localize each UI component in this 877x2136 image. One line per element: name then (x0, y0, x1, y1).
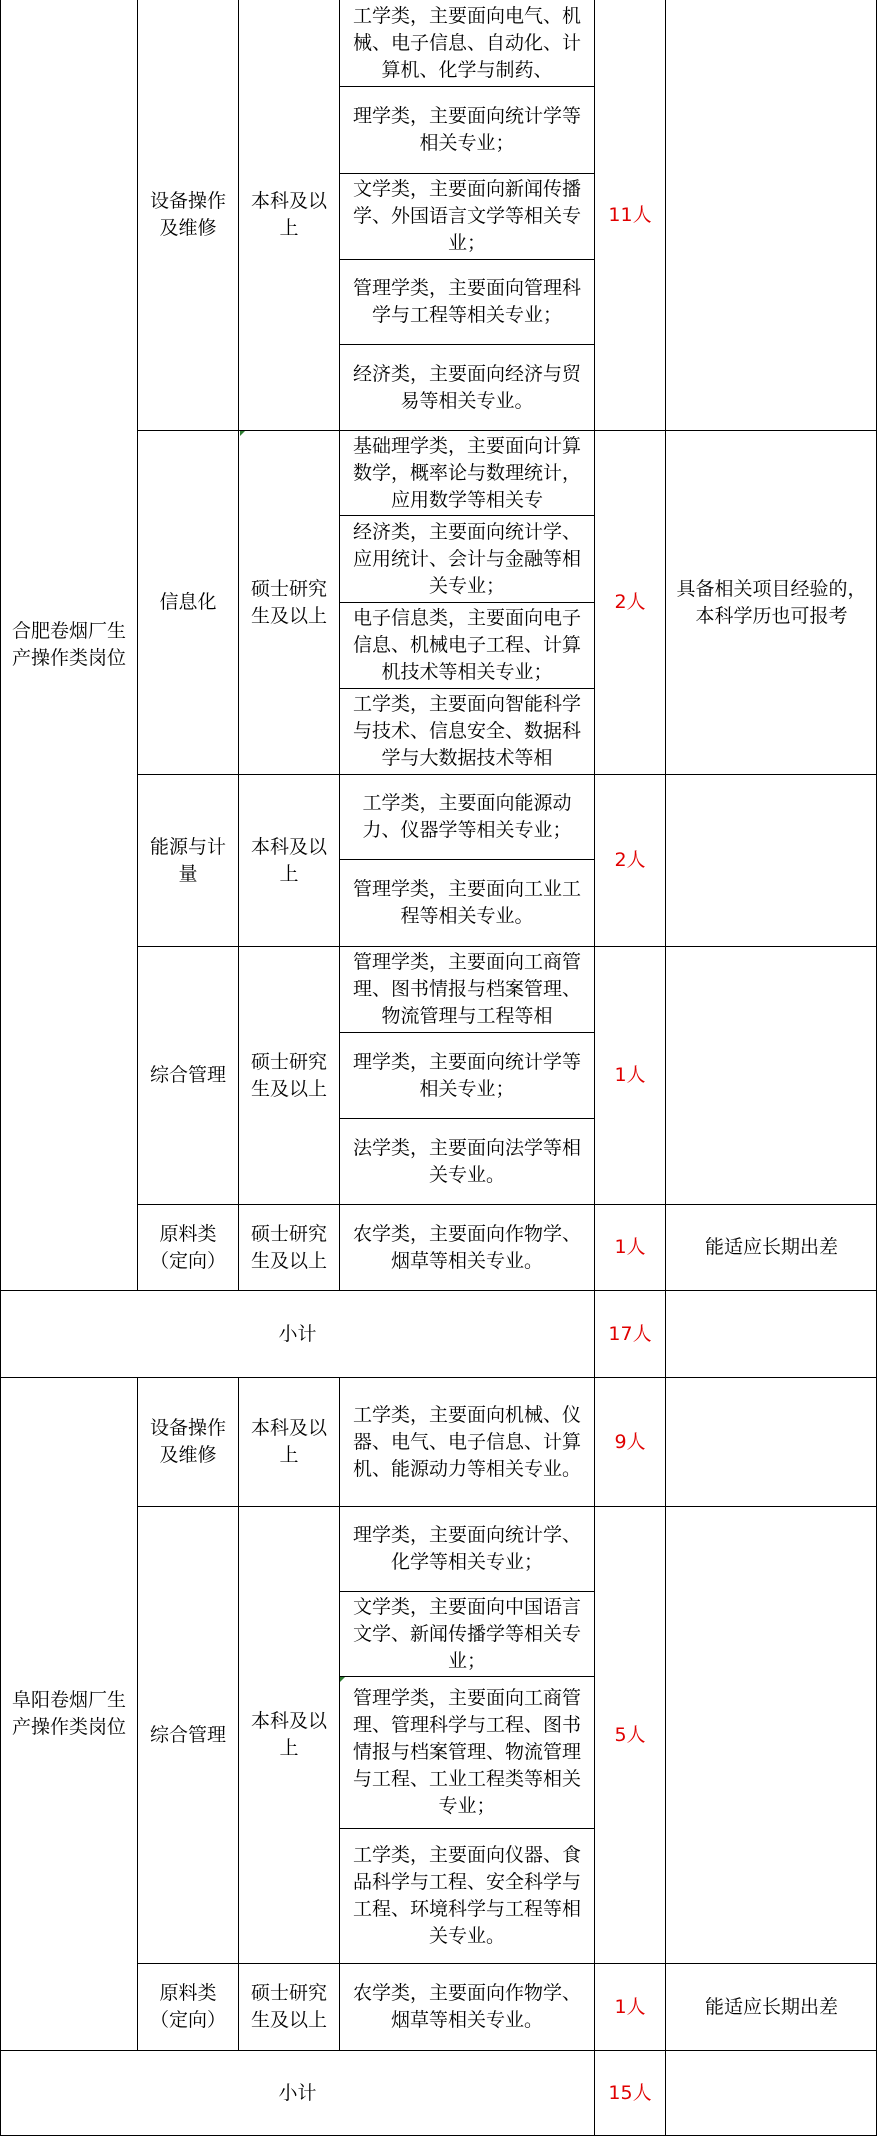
column-divider (665, 0, 666, 2136)
cell-comment-marker (340, 1677, 345, 1682)
major-text: 理学类，主要面向统计学、化学等相关专业； (352, 1524, 581, 1573)
major-text: 管理学类，主要面向工业工程等相关专业。 (352, 878, 581, 927)
education-cell (239, 1507, 339, 1963)
education-text: 本科及以上 (250, 1417, 327, 1466)
table-border (0, 0, 1, 2136)
major-cell (340, 1205, 594, 1290)
subtotal-label-cell (1, 1291, 594, 1377)
major-divider (339, 602, 595, 603)
unit-cell (1, 0, 137, 1290)
major-cell (340, 260, 594, 344)
education-text: 本科及以上 (250, 190, 327, 239)
headcount-cell (595, 775, 665, 946)
major-text: 法学类，主要面向法学等相关专业。 (352, 1136, 581, 1186)
row-divider (137, 946, 877, 947)
major-text: 农学类，主要面向作物学、烟草等相关专业。 (352, 1222, 581, 1272)
column-divider (137, 1377, 138, 2051)
requirement-cell (666, 431, 877, 774)
education-text: 本科及以上 (250, 1710, 327, 1759)
position-name-cell (138, 1205, 238, 1290)
education-text: 硕士研究生及以上 (250, 1982, 327, 2031)
headcount-cell (595, 1378, 665, 1506)
row-divider (0, 2050, 877, 2051)
subtotal-count-cell (595, 1291, 665, 1377)
major-cell (340, 860, 594, 946)
requirement-text: 具备相关项目经验的，本科学历也可报考 (676, 577, 867, 627)
headcount: 2人 (614, 849, 646, 871)
column-divider (238, 1377, 239, 2051)
major-cell (340, 345, 594, 430)
major-text: 工学类，主要面向能源动力、仪器学等相关专业； (362, 792, 572, 841)
major-divider (339, 859, 595, 860)
major-cell (340, 689, 594, 774)
major-cell (340, 1829, 594, 1963)
major-divider (339, 86, 595, 87)
education-text: 本科及以上 (250, 835, 327, 885)
unit-name: 合肥卷烟厂生产操作类岗位 (11, 620, 126, 669)
major-cell (340, 1378, 594, 1506)
major-divider (339, 688, 595, 689)
major-divider (339, 259, 595, 260)
major-divider (339, 1828, 595, 1829)
position-name-cell (138, 1507, 238, 1963)
education-text: 硕士研究生及以上 (250, 1222, 327, 1272)
education-cell (239, 1964, 339, 2050)
row-divider (137, 1506, 877, 1507)
position-name: 原料类（定向） (149, 1222, 226, 1272)
row-divider (0, 1377, 877, 1378)
position-name: 设备操作及维修 (149, 190, 226, 239)
major-cell (340, 1507, 594, 1591)
education-text: 硕士研究生及以上 (250, 1050, 327, 1100)
cell-comment-marker (240, 431, 245, 436)
education-cell (239, 431, 339, 774)
major-cell (340, 431, 594, 515)
major-cell (340, 0, 594, 86)
major-text: 理学类，主要面向统计学等相关专业； (352, 105, 581, 154)
major-cell (340, 947, 594, 1032)
unit-cell (1, 1378, 137, 2050)
education-text: 硕士研究生及以上 (250, 577, 327, 627)
column-divider (238, 0, 239, 1291)
requirement-cell (666, 947, 877, 1204)
headcount: 11人 (608, 203, 652, 226)
major-cell (340, 1592, 594, 1676)
major-text: 农学类，主要面向作物学、烟草等相关专业。 (352, 1982, 581, 2031)
requirement-cell (666, 1507, 877, 1963)
major-cell (340, 1119, 594, 1204)
position-name: 原料类（定向） (149, 1982, 226, 2031)
row-divider (137, 774, 877, 775)
major-cell (340, 87, 594, 173)
headcount: 5人 (614, 1723, 646, 1746)
headcount-cell (595, 1205, 665, 1290)
major-text: 基础理学类，主要面向计算数学，概率论与数理统计，应用数学等相关专 (352, 434, 581, 511)
major-divider (339, 1676, 595, 1677)
subtotal-count: 17人 (608, 1322, 652, 1345)
major-cell (340, 516, 594, 602)
position-name: 综合管理 (149, 1064, 226, 1086)
major-cell (340, 1964, 594, 2050)
education-cell (239, 1205, 339, 1290)
major-cell (340, 775, 594, 859)
major-text: 管理学类，主要面向工商管理、管理科学与工程、图书情报与档案管理、物流管理与工程、工业工程类等相关专业； (352, 1687, 581, 1817)
requirement-cell (666, 1378, 877, 1506)
unit-name: 阜阳卷烟厂生产操作类岗位 (11, 1689, 126, 1738)
position-name-cell (138, 775, 238, 946)
headcount: 9人 (614, 1430, 646, 1453)
education-cell (239, 1378, 339, 1506)
position-name: 综合管理 (149, 1723, 226, 1746)
headcount-cell (595, 0, 665, 430)
major-divider (339, 1032, 595, 1033)
major-cell (340, 174, 594, 259)
row-divider (137, 430, 877, 431)
position-name: 能源与计量 (149, 835, 226, 885)
subtotal-label: 小计 (278, 1322, 317, 1345)
major-text: 理学类，主要面向统计学等相关专业； (352, 1050, 581, 1100)
position-name-cell (138, 1964, 238, 2050)
headcount-cell (595, 947, 665, 1204)
headcount: 1人 (614, 1064, 646, 1086)
subtotal-count: 15人 (608, 2081, 652, 2104)
major-divider (339, 173, 595, 174)
position-name: 设备操作及维修 (149, 1417, 226, 1466)
major-divider (339, 1118, 595, 1119)
education-cell (239, 775, 339, 946)
major-cell (340, 1677, 594, 1828)
headcount-cell (595, 431, 665, 774)
position-name-cell (138, 947, 238, 1204)
major-divider (339, 515, 595, 516)
subtotal-count-cell (595, 2051, 665, 2135)
position-name-cell (138, 1378, 238, 1506)
major-divider (339, 1591, 595, 1592)
requirement-text: 能适应长期出差 (704, 1236, 838, 1258)
major-text: 工学类，主要面向仪器、食品科学与工程、安全科学与工程、环境科学与工程等相关专业。 (352, 1844, 581, 1947)
row-divider (137, 1963, 877, 1964)
major-text: 管理学类，主要面向管理科学与工程等相关专业； (352, 277, 581, 326)
column-divider (594, 0, 595, 2136)
major-text: 文学类，主要面向新闻传播学、外国语言文学等相关专业； (352, 178, 581, 254)
major-text: 文学类，主要面向中国语言文学、新闻传播学等相关专业； (352, 1595, 581, 1672)
major-text: 工学类，主要面向电气、机械、电子信息、自动化、计算机、化学与制药、 (352, 4, 581, 81)
major-divider (339, 344, 595, 345)
column-divider (339, 0, 340, 1291)
education-cell (239, 947, 339, 1204)
requirement-cell (666, 1964, 877, 2050)
row-divider (137, 1204, 877, 1205)
major-text: 管理学类，主要面向工商管理、图书情报与档案管理、物流管理与工程等相 (352, 951, 581, 1027)
requirement-cell (666, 1205, 877, 1290)
major-text: 经济类，主要面向统计学、应用统计、会计与金融等相关专业； (352, 520, 581, 597)
headcount: 1人 (614, 1995, 646, 2018)
column-divider (137, 0, 138, 1291)
headcount: 2人 (614, 591, 646, 613)
major-text: 经济类，主要面向经济与贸易等相关专业。 (352, 362, 581, 412)
education-cell (239, 0, 339, 430)
subtotal-label-cell (1, 2051, 594, 2135)
position-name-cell (138, 0, 238, 430)
position-name-cell (138, 431, 238, 774)
position-name: 信息化 (159, 591, 217, 613)
requirement-text: 能适应长期出差 (704, 1995, 838, 2018)
subtotal-label: 小计 (278, 2081, 317, 2104)
headcount-cell (595, 1964, 665, 2050)
column-divider (339, 1377, 340, 2051)
headcount-cell (595, 1507, 665, 1963)
row-divider (0, 1290, 877, 1291)
major-cell (340, 603, 594, 688)
major-text: 电子信息类，主要面向电子信息、机械电子工程、计算机技术等相关专业； (352, 607, 581, 683)
headcount: 1人 (614, 1236, 646, 1258)
major-text: 工学类，主要面向机械、仪器、电气、电子信息、计算机、能源动力等相关专业。 (352, 1403, 581, 1480)
major-cell (340, 1033, 594, 1118)
requirement-cell (666, 775, 877, 946)
requirement-cell (666, 0, 877, 430)
major-text: 工学类，主要面向智能科学与技术、信息安全、数据科学与大数据技术等相 (352, 693, 581, 769)
